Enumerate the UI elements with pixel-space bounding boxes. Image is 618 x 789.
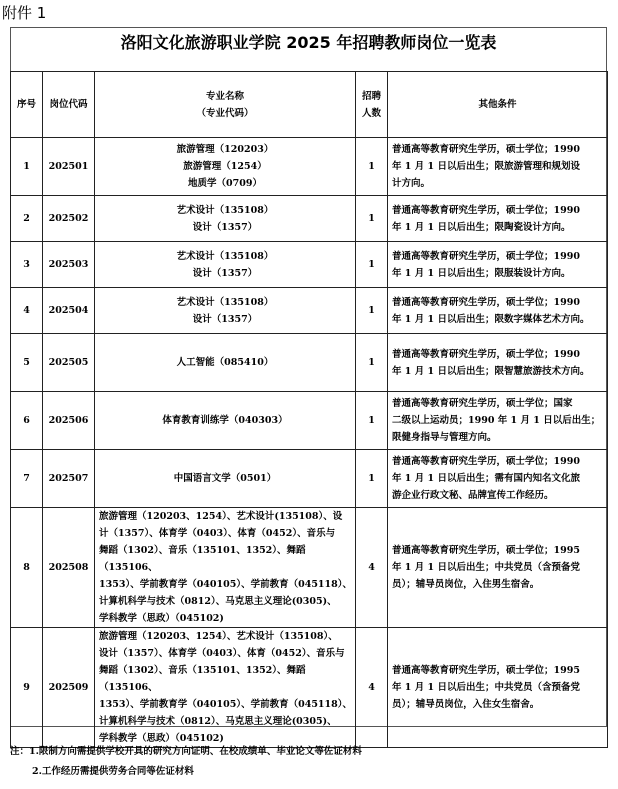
table-row [11, 196, 608, 242]
header-major [95, 72, 356, 138]
positions-table [10, 71, 608, 748]
cell-count: 1 [356, 138, 388, 196]
cell-count: 1 [356, 392, 388, 450]
condition-line: 员）；辅导员岗位，入住女生宿舍。 [392, 699, 540, 710]
condition-line: 年 1 月 1 日以后出生；中共党员（含预备党 [392, 562, 580, 573]
major-line: 设计（1357） [192, 313, 258, 325]
condition-line: 二级以上运动员；1990 年 1 月 1 日以后出生； [392, 415, 601, 426]
condition-line: 年 1 月 1 日以后出生；限智慧旅游技术方向。 [392, 365, 590, 377]
major-line: 设计（1357） [192, 221, 258, 233]
cell-major [95, 392, 356, 450]
cell-conditions [388, 242, 608, 288]
cell-major [95, 450, 356, 508]
cell-seq: 5 [11, 334, 43, 392]
condition-line: 年 1 月 1 日以后出生；需有国内知名文化旅 [392, 473, 580, 484]
table-row [11, 242, 608, 288]
cell-conditions [388, 196, 608, 242]
table-row [11, 138, 608, 196]
cell-count: 4 [356, 508, 388, 628]
condition-line: 普通高等教育研究生学历，硕士学位；1990 [392, 296, 580, 308]
footnote-1: 注：1.限制方向需提供学校开具的研究方向证明、在校成绩单、毕业论文等佐证材料 [10, 746, 362, 757]
condition-line: 普通高等教育研究生学历，硕士学位；1990 [392, 456, 580, 467]
header-count-line2: 人数 [361, 107, 381, 119]
cell-count: 1 [356, 196, 388, 242]
major-line: 学科教学（思政）（045102) [99, 613, 224, 624]
major-line: 计算机科学与技术（0812）、马克思主义理论(0305)、 [99, 596, 337, 607]
major-line: 舞蹈（1302）、音乐（135101、1352）、舞蹈（135106、 [99, 545, 306, 573]
major-line: 旅游管理（120203） [176, 144, 274, 155]
cell-major [95, 288, 356, 334]
cell-code: 202505 [43, 334, 95, 392]
cell-major [95, 196, 356, 242]
cell-seq: 2 [11, 196, 43, 242]
major-line: 设计（1357）、体育学（0403）、体育（0452）、音乐与 [99, 648, 345, 659]
condition-line: 员）；辅导员岗位，入住男生宿舍。 [392, 579, 540, 590]
major-line: 艺术设计（135108） [176, 204, 274, 216]
cell-code: 202502 [43, 196, 95, 242]
condition-line: 年 1 月 1 日以后出生；限陶瓷设计方向。 [392, 221, 571, 233]
condition-line: 游企业行政文秘、品牌宣传工作经历。 [392, 490, 554, 501]
major-line: 艺术设计（135108） [176, 250, 274, 262]
cell-code: 202504 [43, 288, 95, 334]
major-line: 人工智能（085410） [176, 357, 274, 368]
condition-line: 普通高等教育研究生学历，硕士学位；1990 [392, 348, 580, 360]
cell-seq: 8 [11, 508, 43, 628]
cell-seq: 3 [11, 242, 43, 288]
cell-code: 202509 [43, 628, 95, 748]
cell-major [95, 508, 356, 628]
condition-line: 普通高等教育研究生学历，硕士学位；1995 [392, 665, 580, 676]
condition-line: 普通高等教育研究生学历，硕士学位；1990 [392, 250, 580, 262]
major-line: 旅游管理（120203、1254）、艺术设计（135108）、 [99, 631, 338, 642]
condition-line: 普通高等教育研究生学历，硕士学位；国家 [392, 398, 573, 409]
cell-major [95, 334, 356, 392]
cell-conditions [388, 450, 608, 508]
table-row [11, 392, 608, 450]
cell-seq: 6 [11, 392, 43, 450]
cell-seq: 4 [11, 288, 43, 334]
condition-line: 计方向。 [392, 178, 431, 189]
major-line: 1353）、学前教育学（040105）、学前教育（045118）、 [99, 699, 353, 710]
cell-seq: 7 [11, 450, 43, 508]
footnotes [10, 742, 610, 782]
header-major-line1: 专业名称 [205, 90, 244, 102]
cell-conditions [388, 138, 608, 196]
condition-line: 普通高等教育研究生学历，硕士学位；1990 [392, 204, 580, 216]
table-row [11, 508, 608, 628]
footnote-2: 2.工作经历需提供劳务合同等佐证材料 [32, 766, 194, 777]
cell-conditions [388, 334, 608, 392]
table-header-row [11, 72, 608, 138]
major-line: 计算机科学与技术（0812）、马克思主义理论(0305)、 [99, 716, 337, 727]
major-line: 体育教育训练学（040303） [162, 415, 288, 426]
cell-conditions [388, 392, 608, 450]
cell-seq: 9 [11, 628, 43, 748]
major-line: 舞蹈（1302）、音乐（135101、1352）、舞蹈（135106、 [99, 665, 306, 693]
cell-count: 1 [356, 334, 388, 392]
cell-conditions [388, 628, 608, 748]
cell-conditions [388, 288, 608, 334]
major-line: 地质学（0709） [188, 178, 262, 189]
header-major-line2: （专业代码） [196, 107, 254, 119]
cell-code: 202503 [43, 242, 95, 288]
header-code: 岗位代码 [43, 72, 95, 138]
condition-line: 普通高等教育研究生学历，硕士学位；1990 [392, 144, 580, 155]
major-line: 计（1357）、体育学（0403）、体育（0452）、音乐与 [99, 528, 336, 539]
table-row [11, 334, 608, 392]
condition-line: 年 1 月 1 日以后出生；限服装设计方向。 [392, 267, 571, 279]
major-line: 1353）、学前教育学（040105）、学前教育（045118）、 [99, 579, 353, 590]
major-line: 旅游管理（1254） [183, 161, 267, 172]
table-row [11, 628, 608, 748]
cell-conditions [388, 508, 608, 628]
major-line: 学科教学（思政）（045102) [99, 733, 224, 744]
major-line: 设计（1357） [192, 267, 258, 279]
condition-line: 年 1 月 1 日以后出生；限旅游管理和规划设 [392, 161, 580, 172]
table-row [11, 450, 608, 508]
cell-count: 1 [356, 288, 388, 334]
attachment-label: 附件 1 [2, 4, 47, 22]
condition-line: 年 1 月 1 日以后出生；限数字媒体艺术方向。 [392, 313, 590, 325]
condition-line: 普通高等教育研究生学历，硕士学位；1995 [392, 545, 580, 556]
page-title: 洛阳文化旅游职业学院 2025 年招聘教师岗位一览表 [120, 33, 497, 52]
cell-code: 202501 [43, 138, 95, 196]
header-count [356, 72, 388, 138]
major-line: 艺术设计（135108） [176, 296, 274, 308]
condition-line: 限健身指导与管理方向。 [392, 432, 497, 443]
cell-major [95, 242, 356, 288]
header-count-line1: 招聘 [361, 90, 381, 102]
cell-code: 202507 [43, 450, 95, 508]
cell-major [95, 138, 356, 196]
table-row [11, 288, 608, 334]
condition-line: 年 1 月 1 日以后出生；中共党员（含预备党 [392, 682, 580, 693]
cell-count: 1 [356, 450, 388, 508]
cell-major [95, 628, 356, 748]
cell-count: 4 [356, 628, 388, 748]
major-line: 中国语言文学（0501） [173, 473, 277, 484]
header-conditions: 其他条件 [388, 72, 608, 138]
header-seq: 序号 [11, 72, 43, 138]
cell-seq: 1 [11, 138, 43, 196]
major-line: 旅游管理（120203、1254）、艺术设计(135108）、设 [99, 511, 343, 522]
cell-code: 202506 [43, 392, 95, 450]
cell-count: 1 [356, 242, 388, 288]
cell-code: 202508 [43, 508, 95, 628]
